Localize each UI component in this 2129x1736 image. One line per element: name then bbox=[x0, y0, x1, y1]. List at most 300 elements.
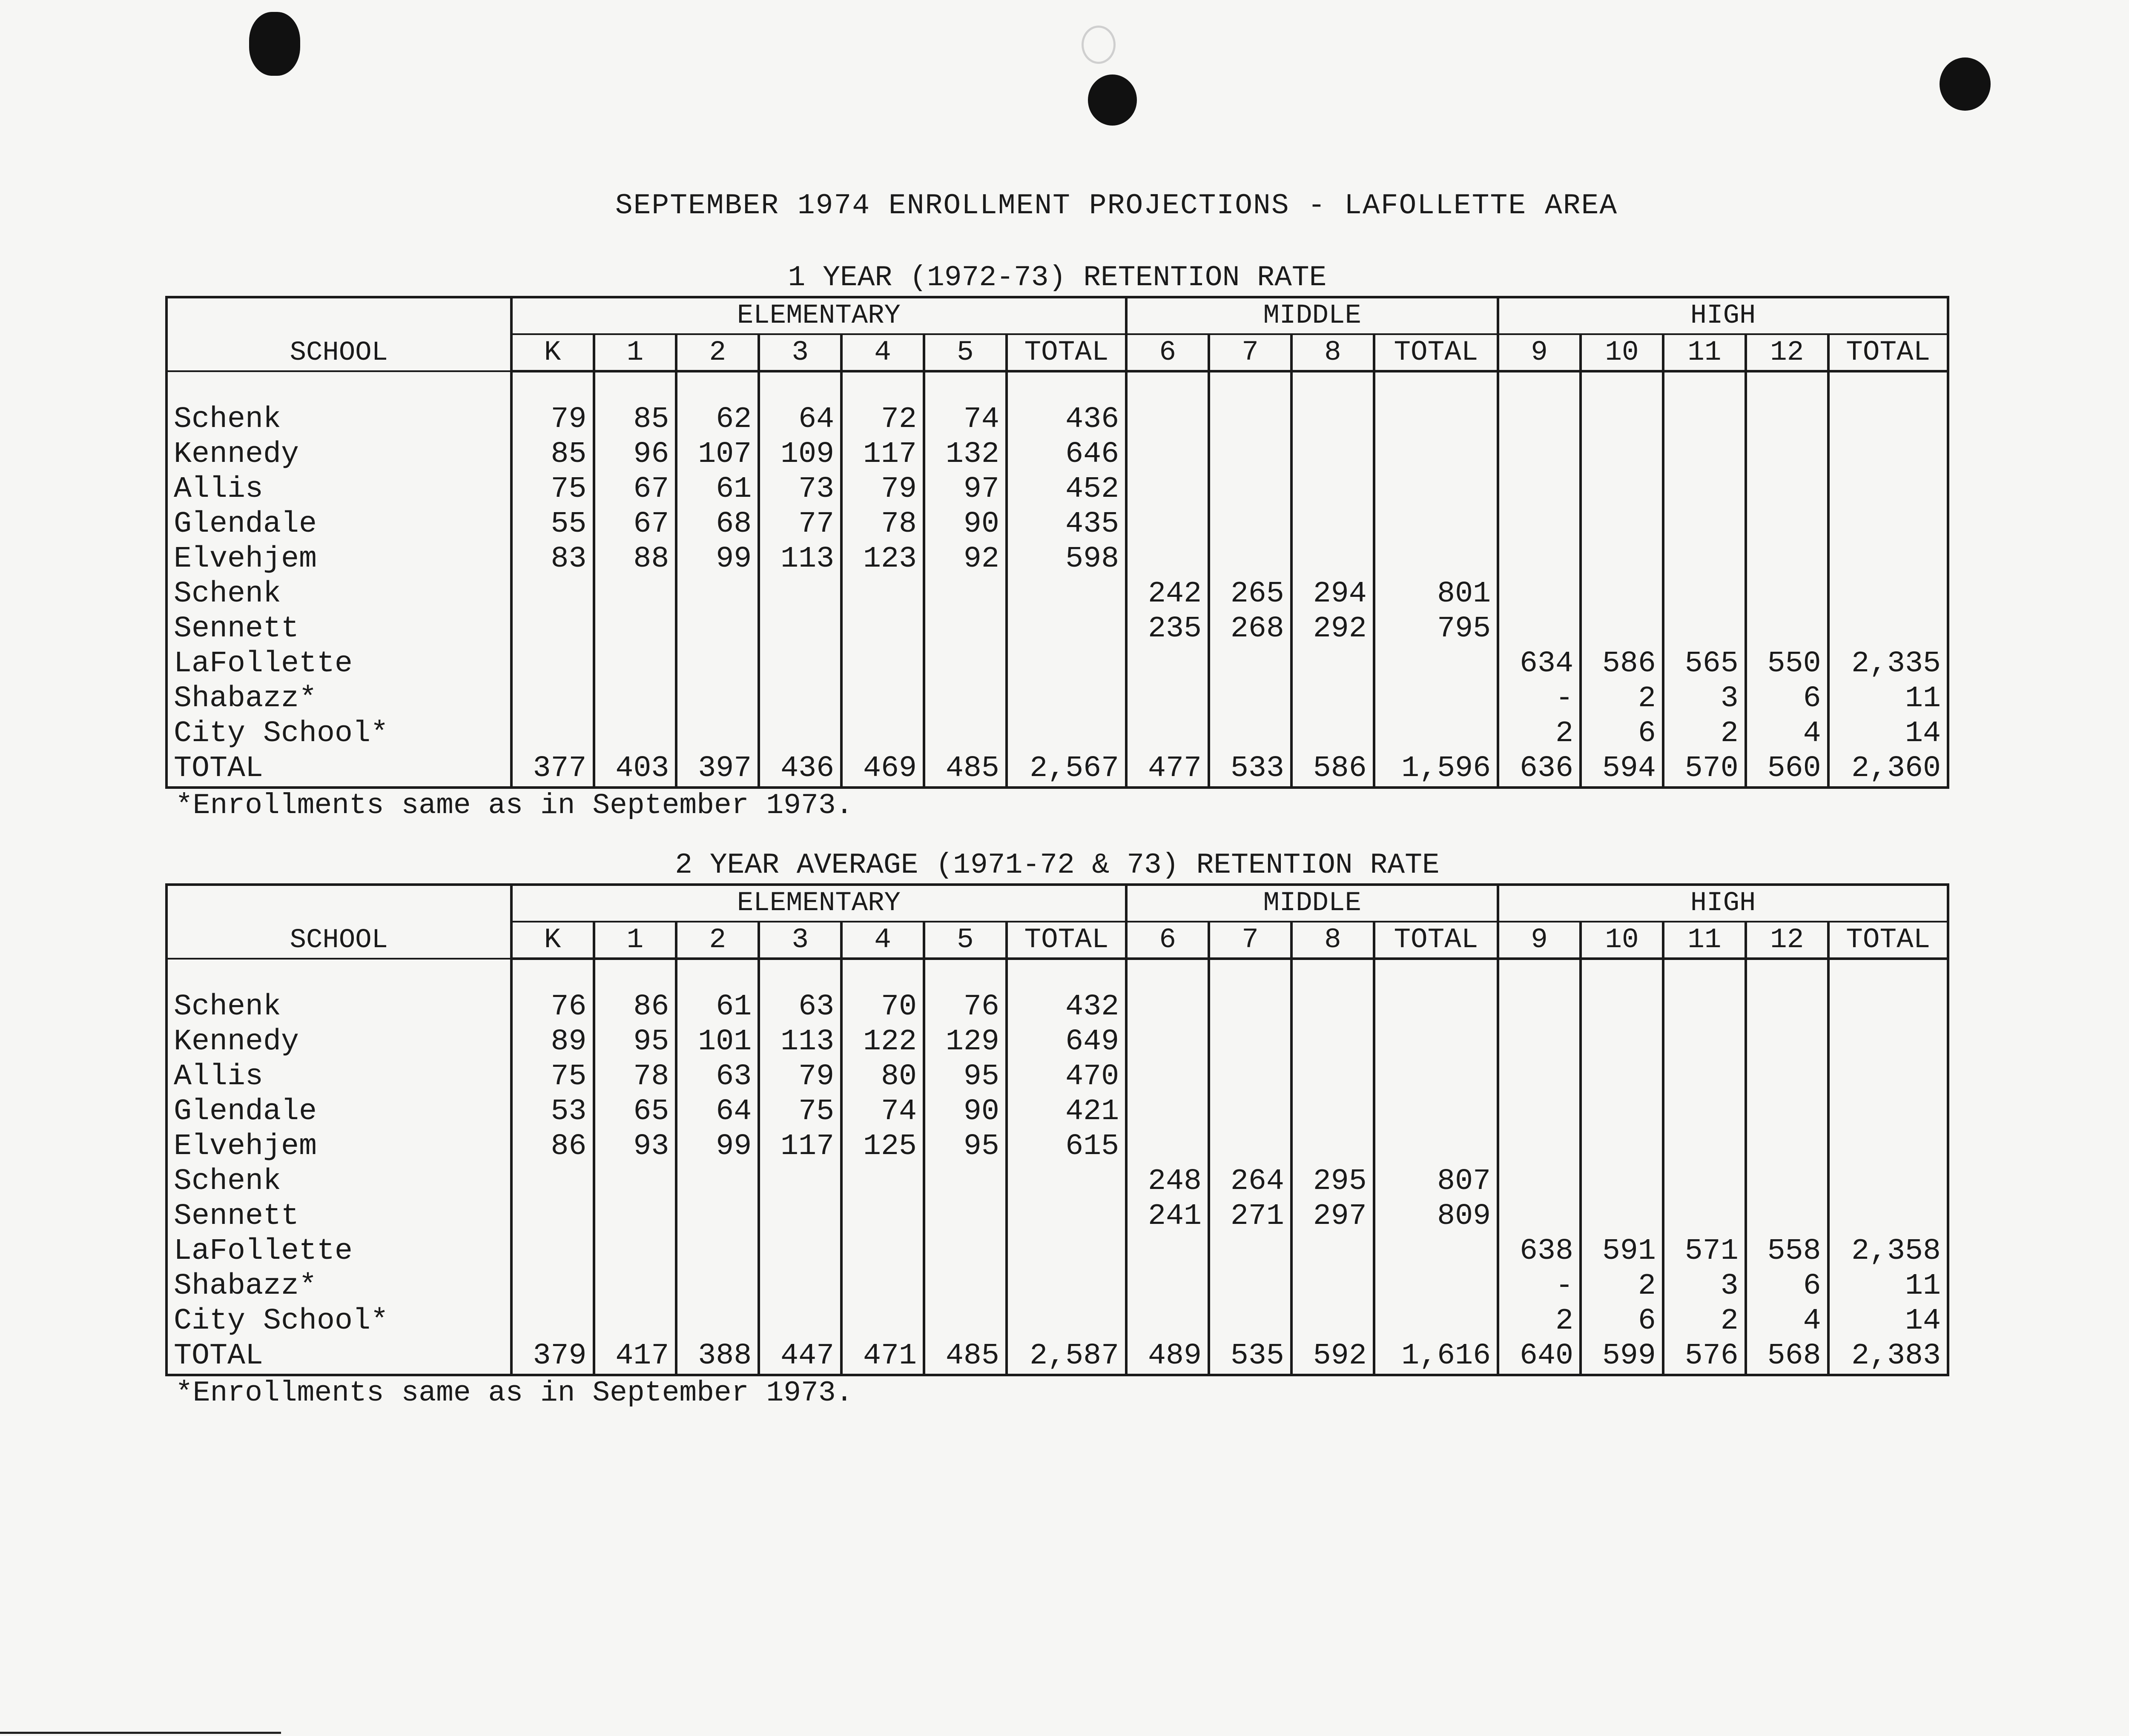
value-cell bbox=[1746, 437, 1828, 472]
value-cell bbox=[1663, 1025, 1746, 1060]
value-cell bbox=[1291, 647, 1374, 682]
value-cell: 2,567 bbox=[1007, 751, 1126, 788]
value-cell: 85 bbox=[594, 402, 677, 437]
value-cell bbox=[1498, 437, 1581, 472]
value-cell bbox=[759, 1234, 841, 1269]
punch-hole-right bbox=[1940, 57, 1991, 111]
value-cell bbox=[1828, 577, 1948, 612]
value-cell bbox=[1007, 716, 1126, 751]
table-row bbox=[166, 751, 1948, 788]
table-row bbox=[166, 1199, 1948, 1234]
group-header-elementary: ELEMENTARY bbox=[511, 297, 1127, 334]
value-cell bbox=[1581, 577, 1663, 612]
value-cell: 89 bbox=[511, 1025, 594, 1060]
col-header: 2 bbox=[676, 334, 759, 371]
value-cell: 93 bbox=[594, 1129, 677, 1164]
value-cell bbox=[759, 647, 841, 682]
value-cell bbox=[1746, 1094, 1828, 1129]
col-header: 12 bbox=[1746, 922, 1828, 959]
value-cell bbox=[759, 682, 841, 716]
spacer-cell bbox=[924, 959, 1007, 990]
table-row bbox=[166, 1234, 1948, 1269]
table-row bbox=[166, 402, 1948, 437]
school-name-cell: LaFollette bbox=[166, 647, 511, 682]
value-cell: 76 bbox=[511, 990, 594, 1025]
value-cell: 421 bbox=[1007, 1094, 1126, 1129]
value-cell: 74 bbox=[841, 1094, 924, 1129]
punch-hole-left bbox=[249, 12, 300, 76]
value-cell: 634 bbox=[1498, 647, 1581, 682]
value-cell bbox=[924, 1269, 1007, 1304]
value-cell: 268 bbox=[1209, 612, 1291, 647]
school-name-cell: Shabazz* bbox=[166, 682, 511, 716]
value-cell bbox=[1828, 437, 1948, 472]
value-cell bbox=[1209, 682, 1291, 716]
value-cell bbox=[1209, 647, 1291, 682]
value-cell: 477 bbox=[1126, 751, 1209, 788]
spacer-cell bbox=[759, 371, 841, 402]
value-cell bbox=[1746, 542, 1828, 577]
spacer-cell bbox=[1209, 959, 1291, 990]
value-cell bbox=[1007, 1304, 1126, 1339]
value-cell bbox=[924, 612, 1007, 647]
value-cell bbox=[1374, 1304, 1498, 1339]
value-cell: 403 bbox=[594, 751, 677, 788]
value-cell: 83 bbox=[511, 542, 594, 577]
spacer-cell bbox=[676, 371, 759, 402]
value-cell bbox=[1663, 577, 1746, 612]
value-cell: 95 bbox=[594, 1025, 677, 1060]
value-cell bbox=[1007, 682, 1126, 716]
value-cell bbox=[1746, 1199, 1828, 1234]
value-cell bbox=[1374, 990, 1498, 1025]
value-cell: 67 bbox=[594, 472, 677, 507]
value-cell: 3 bbox=[1663, 1269, 1746, 1304]
value-cell: 1,616 bbox=[1374, 1339, 1498, 1375]
value-cell: 294 bbox=[1291, 577, 1374, 612]
value-cell bbox=[1746, 577, 1828, 612]
value-cell bbox=[841, 1164, 924, 1199]
value-cell bbox=[1291, 990, 1374, 1025]
school-name-cell: Sennett bbox=[166, 1199, 511, 1234]
col-header: 9 bbox=[1498, 922, 1581, 959]
value-cell bbox=[1828, 990, 1948, 1025]
value-cell: 101 bbox=[676, 1025, 759, 1060]
school-column-header bbox=[166, 885, 511, 959]
document-title: SEPTEMBER 1974 ENROLLMENT PROJECTIONS - LAFOLLETTE AREA bbox=[615, 189, 1618, 222]
value-cell bbox=[1663, 990, 1746, 1025]
value-cell: 95 bbox=[924, 1129, 1007, 1164]
value-cell: 558 bbox=[1746, 1234, 1828, 1269]
value-cell: 297 bbox=[1291, 1199, 1374, 1234]
value-cell bbox=[594, 577, 677, 612]
table-row bbox=[166, 612, 1948, 647]
col-header: 8 bbox=[1291, 334, 1374, 371]
value-cell bbox=[1581, 1060, 1663, 1094]
value-cell: 6 bbox=[1746, 682, 1828, 716]
school-name-cell: Sennett bbox=[166, 612, 511, 647]
spacer-cell bbox=[1663, 371, 1746, 402]
value-cell: 75 bbox=[511, 1060, 594, 1094]
value-cell bbox=[1007, 1234, 1126, 1269]
col-header: 2 bbox=[676, 922, 759, 959]
value-cell: 109 bbox=[759, 437, 841, 472]
group-header-middle: MIDDLE bbox=[1126, 885, 1498, 922]
value-cell bbox=[594, 716, 677, 751]
school-name-cell: Shabazz* bbox=[166, 1269, 511, 1304]
group-header-high: HIGH bbox=[1498, 885, 1948, 922]
school-name-cell: Kennedy bbox=[166, 437, 511, 472]
spacer-row bbox=[166, 371, 1948, 402]
value-cell: 122 bbox=[841, 1025, 924, 1060]
value-cell bbox=[1498, 1164, 1581, 1199]
value-cell: 55 bbox=[511, 507, 594, 542]
value-cell: 379 bbox=[511, 1339, 594, 1375]
value-cell bbox=[924, 647, 1007, 682]
value-cell: 53 bbox=[511, 1094, 594, 1129]
school-name-cell: Kennedy bbox=[166, 1025, 511, 1060]
punch-hole-faint bbox=[1082, 26, 1116, 64]
value-cell: 90 bbox=[924, 1094, 1007, 1129]
spacer-cell bbox=[1374, 371, 1498, 402]
value-cell: 6 bbox=[1581, 716, 1663, 751]
value-cell bbox=[1209, 1025, 1291, 1060]
value-cell bbox=[511, 1199, 594, 1234]
value-cell bbox=[1209, 472, 1291, 507]
value-cell bbox=[676, 716, 759, 751]
value-cell bbox=[841, 1269, 924, 1304]
col-header: 11 bbox=[1663, 922, 1746, 959]
value-cell: 568 bbox=[1746, 1339, 1828, 1375]
value-cell bbox=[1498, 1060, 1581, 1094]
value-cell bbox=[1746, 1060, 1828, 1094]
value-cell: 63 bbox=[759, 990, 841, 1025]
value-cell bbox=[924, 1199, 1007, 1234]
value-cell bbox=[1746, 1164, 1828, 1199]
value-cell bbox=[594, 1269, 677, 1304]
value-cell bbox=[1581, 990, 1663, 1025]
value-cell bbox=[1209, 402, 1291, 437]
col-header: 9 bbox=[1498, 334, 1581, 371]
value-cell bbox=[1746, 402, 1828, 437]
spacer-cell bbox=[1007, 371, 1126, 402]
value-cell: 570 bbox=[1663, 751, 1746, 788]
spacer-cell bbox=[1126, 959, 1209, 990]
value-cell bbox=[1209, 716, 1291, 751]
value-cell: 2 bbox=[1581, 1269, 1663, 1304]
value-cell: 638 bbox=[1498, 1234, 1581, 1269]
value-cell: - bbox=[1498, 1269, 1581, 1304]
value-cell bbox=[511, 1269, 594, 1304]
value-cell bbox=[511, 1304, 594, 1339]
value-cell: 78 bbox=[594, 1060, 677, 1094]
value-cell: 4 bbox=[1746, 716, 1828, 751]
value-cell bbox=[1209, 1060, 1291, 1094]
value-cell: 636 bbox=[1498, 751, 1581, 788]
value-cell bbox=[924, 682, 1007, 716]
spacer-cell bbox=[1663, 959, 1746, 990]
col-header: 7 bbox=[1209, 922, 1291, 959]
value-cell: 96 bbox=[594, 437, 677, 472]
school-name-cell: Glendale bbox=[166, 1094, 511, 1129]
value-cell: 560 bbox=[1746, 751, 1828, 788]
table-body bbox=[166, 959, 1948, 1375]
col-header: TOTAL bbox=[1828, 922, 1948, 959]
value-cell bbox=[1663, 402, 1746, 437]
school-name-cell: Elvehjem bbox=[166, 542, 511, 577]
value-cell: 117 bbox=[759, 1129, 841, 1164]
value-cell bbox=[594, 682, 677, 716]
value-cell bbox=[841, 612, 924, 647]
value-cell: 79 bbox=[759, 1060, 841, 1094]
value-cell bbox=[1663, 1094, 1746, 1129]
spacer-cell bbox=[841, 959, 924, 990]
value-cell bbox=[1126, 472, 1209, 507]
value-cell: 432 bbox=[1007, 990, 1126, 1025]
value-cell bbox=[676, 612, 759, 647]
value-cell bbox=[1746, 612, 1828, 647]
value-cell: 801 bbox=[1374, 577, 1498, 612]
value-cell bbox=[676, 1234, 759, 1269]
value-cell bbox=[1209, 1269, 1291, 1304]
value-cell: 85 bbox=[511, 437, 594, 472]
value-cell: 388 bbox=[676, 1339, 759, 1375]
value-cell bbox=[511, 682, 594, 716]
value-cell: 417 bbox=[594, 1339, 677, 1375]
value-cell bbox=[841, 1199, 924, 1234]
value-cell: 64 bbox=[759, 402, 841, 437]
col-header: 12 bbox=[1746, 334, 1828, 371]
value-cell bbox=[676, 1164, 759, 1199]
value-cell bbox=[676, 682, 759, 716]
spacer-cell bbox=[1498, 371, 1581, 402]
school-name-cell: Schenk bbox=[166, 1164, 511, 1199]
value-cell bbox=[1374, 1094, 1498, 1129]
value-cell: 2,587 bbox=[1007, 1339, 1126, 1375]
value-cell bbox=[1126, 402, 1209, 437]
value-cell bbox=[1291, 1129, 1374, 1164]
value-cell bbox=[1581, 1129, 1663, 1164]
school-name-cell: Schenk bbox=[166, 990, 511, 1025]
group-header-middle: MIDDLE bbox=[1126, 297, 1498, 334]
group-header-elementary: ELEMENTARY bbox=[511, 885, 1127, 922]
spacer-cell bbox=[924, 371, 1007, 402]
value-cell: 74 bbox=[924, 402, 1007, 437]
col-header: 4 bbox=[841, 334, 924, 371]
value-cell: 92 bbox=[924, 542, 1007, 577]
value-cell: 76 bbox=[924, 990, 1007, 1025]
value-cell bbox=[1374, 647, 1498, 682]
value-cell bbox=[1828, 402, 1948, 437]
spacer-cell bbox=[759, 959, 841, 990]
value-cell: 2 bbox=[1498, 716, 1581, 751]
value-cell: 470 bbox=[1007, 1060, 1126, 1094]
value-cell: 61 bbox=[676, 990, 759, 1025]
value-cell: 2 bbox=[1663, 716, 1746, 751]
value-cell: 4 bbox=[1746, 1304, 1828, 1339]
value-cell bbox=[1126, 507, 1209, 542]
value-cell bbox=[759, 716, 841, 751]
value-cell bbox=[1498, 542, 1581, 577]
school-name-cell: TOTAL bbox=[166, 1339, 511, 1375]
value-cell bbox=[841, 682, 924, 716]
table-row bbox=[166, 577, 1948, 612]
col-header: TOTAL bbox=[1007, 334, 1126, 371]
value-cell bbox=[1374, 682, 1498, 716]
value-cell bbox=[1126, 1269, 1209, 1304]
value-cell bbox=[1828, 612, 1948, 647]
school-name-cell: Elvehjem bbox=[166, 1129, 511, 1164]
value-cell bbox=[676, 1304, 759, 1339]
value-cell: 125 bbox=[841, 1129, 924, 1164]
school-column-header bbox=[166, 297, 511, 371]
value-cell: 75 bbox=[511, 472, 594, 507]
value-cell bbox=[676, 647, 759, 682]
table-row bbox=[166, 1304, 1948, 1339]
table-heading: 2 YEAR AVERAGE (1971-72 & 73) RETENTION RATE bbox=[675, 849, 1440, 882]
value-cell: 79 bbox=[841, 472, 924, 507]
value-cell: 265 bbox=[1209, 577, 1291, 612]
col-header: 10 bbox=[1581, 334, 1663, 371]
value-cell bbox=[1374, 507, 1498, 542]
value-cell bbox=[1374, 437, 1498, 472]
value-cell bbox=[1581, 542, 1663, 577]
value-cell: 397 bbox=[676, 751, 759, 788]
value-cell bbox=[1126, 682, 1209, 716]
table-row bbox=[166, 542, 1948, 577]
table-row bbox=[166, 507, 1948, 542]
value-cell bbox=[1209, 507, 1291, 542]
col-header: TOTAL bbox=[1374, 922, 1498, 959]
value-cell bbox=[1663, 542, 1746, 577]
table-section-1 bbox=[165, 260, 1949, 823]
value-cell: 533 bbox=[1209, 751, 1291, 788]
value-cell bbox=[1126, 647, 1209, 682]
value-cell: 132 bbox=[924, 437, 1007, 472]
spacer-cell bbox=[1007, 959, 1126, 990]
value-cell: 1,596 bbox=[1374, 751, 1498, 788]
value-cell bbox=[1828, 472, 1948, 507]
value-cell bbox=[924, 716, 1007, 751]
spacer-cell bbox=[511, 959, 594, 990]
col-header: 1 bbox=[594, 922, 677, 959]
col-header: TOTAL bbox=[1828, 334, 1948, 371]
table-row bbox=[166, 1269, 1948, 1304]
value-cell bbox=[924, 1234, 1007, 1269]
value-cell: 129 bbox=[924, 1025, 1007, 1060]
value-cell bbox=[1498, 1025, 1581, 1060]
value-cell bbox=[1663, 612, 1746, 647]
table-section-2 bbox=[165, 847, 1949, 1410]
col-header: 4 bbox=[841, 922, 924, 959]
value-cell: 615 bbox=[1007, 1129, 1126, 1164]
value-cell: 241 bbox=[1126, 1199, 1209, 1234]
value-cell: 591 bbox=[1581, 1234, 1663, 1269]
col-header: 6 bbox=[1126, 334, 1209, 371]
spacer-cell bbox=[676, 959, 759, 990]
value-cell bbox=[1007, 577, 1126, 612]
table-heading: 1 YEAR (1972-73) RETENTION RATE bbox=[788, 261, 1327, 294]
school-name-cell: City School* bbox=[166, 716, 511, 751]
spacer-cell bbox=[1581, 371, 1663, 402]
value-cell bbox=[511, 716, 594, 751]
value-cell: 452 bbox=[1007, 472, 1126, 507]
value-cell bbox=[1209, 542, 1291, 577]
value-cell: 565 bbox=[1663, 647, 1746, 682]
value-cell bbox=[1291, 1304, 1374, 1339]
value-cell bbox=[1498, 577, 1581, 612]
school-name-cell: City School* bbox=[166, 1304, 511, 1339]
value-cell bbox=[1126, 1234, 1209, 1269]
col-header: K bbox=[511, 334, 594, 371]
value-cell: 292 bbox=[1291, 612, 1374, 647]
value-cell bbox=[1007, 647, 1126, 682]
value-cell bbox=[1007, 1164, 1126, 1199]
value-cell bbox=[1291, 472, 1374, 507]
value-cell bbox=[1126, 1025, 1209, 1060]
value-cell bbox=[1209, 990, 1291, 1025]
value-cell bbox=[759, 1199, 841, 1234]
spacer-cell bbox=[1746, 959, 1828, 990]
value-cell bbox=[1007, 1199, 1126, 1234]
value-cell bbox=[1374, 1060, 1498, 1094]
value-cell bbox=[924, 577, 1007, 612]
value-cell: 295 bbox=[1291, 1164, 1374, 1199]
value-cell: 235 bbox=[1126, 612, 1209, 647]
value-cell: 62 bbox=[676, 402, 759, 437]
value-cell bbox=[1663, 437, 1746, 472]
value-cell bbox=[841, 716, 924, 751]
spacer-cell bbox=[1828, 959, 1948, 990]
school-name-cell: Allis bbox=[166, 1060, 511, 1094]
value-cell bbox=[1126, 1129, 1209, 1164]
value-cell bbox=[841, 1304, 924, 1339]
value-cell bbox=[841, 1234, 924, 1269]
footnote: *Enrollments same as in September 1973. bbox=[175, 789, 853, 822]
value-cell bbox=[1663, 1060, 1746, 1094]
value-cell bbox=[1007, 1269, 1126, 1304]
value-cell bbox=[1291, 402, 1374, 437]
value-cell bbox=[1209, 1304, 1291, 1339]
value-cell bbox=[1828, 1025, 1948, 1060]
spacer-cell bbox=[1828, 371, 1948, 402]
value-cell bbox=[1374, 472, 1498, 507]
value-cell bbox=[511, 1234, 594, 1269]
value-cell bbox=[676, 577, 759, 612]
value-cell bbox=[1663, 472, 1746, 507]
value-cell bbox=[1291, 1234, 1374, 1269]
col-header: 3 bbox=[759, 334, 841, 371]
value-cell bbox=[1291, 682, 1374, 716]
value-cell bbox=[1374, 542, 1498, 577]
col-header: K bbox=[511, 922, 594, 959]
value-cell: 809 bbox=[1374, 1199, 1498, 1234]
value-cell bbox=[1663, 1129, 1746, 1164]
value-cell bbox=[1663, 1164, 1746, 1199]
value-cell: 11 bbox=[1828, 682, 1948, 716]
value-cell bbox=[924, 1164, 1007, 1199]
value-cell bbox=[1374, 1025, 1498, 1060]
col-header: 1 bbox=[594, 334, 677, 371]
value-cell: 113 bbox=[759, 542, 841, 577]
value-cell: 97 bbox=[924, 472, 1007, 507]
value-cell: 592 bbox=[1291, 1339, 1374, 1375]
table-row bbox=[166, 990, 1948, 1025]
value-cell bbox=[676, 1269, 759, 1304]
value-cell bbox=[1291, 1025, 1374, 1060]
table-row bbox=[166, 1060, 1948, 1094]
value-cell bbox=[1126, 1060, 1209, 1094]
